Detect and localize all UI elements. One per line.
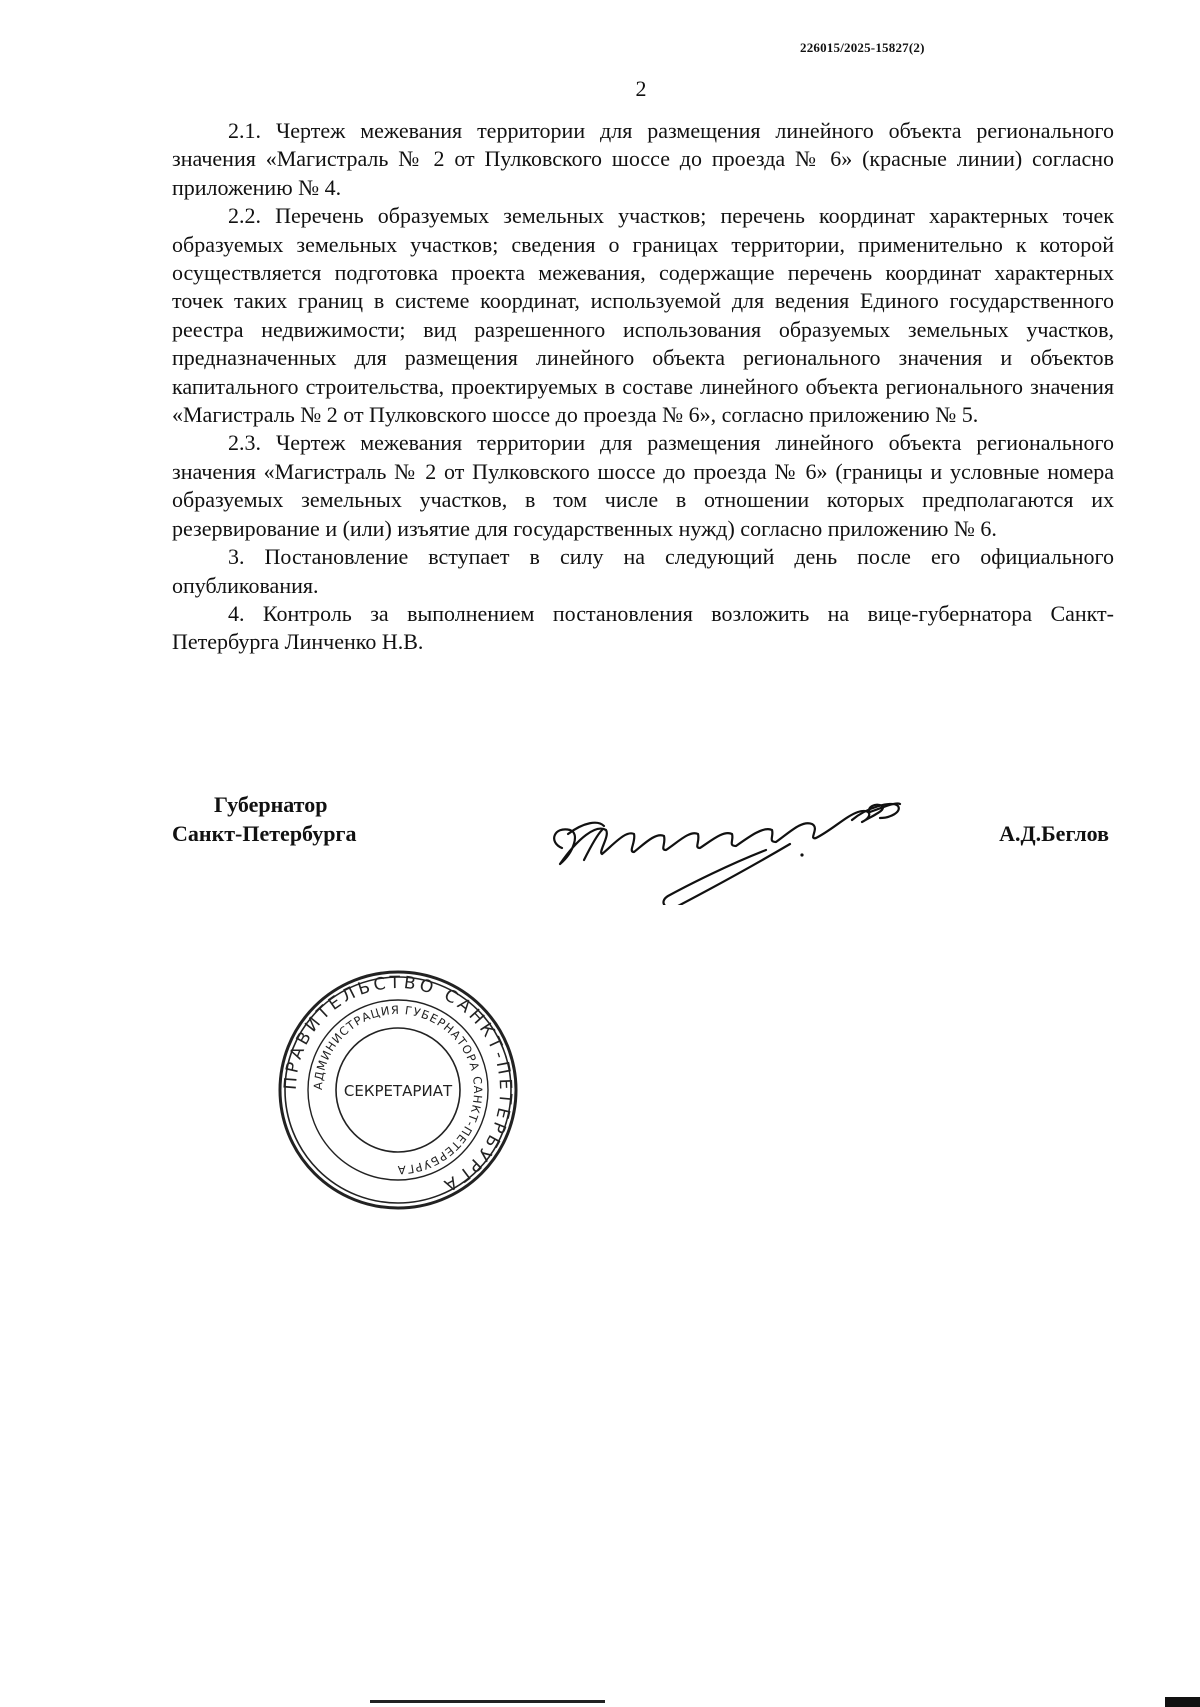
seal-inner-text: АДМИНИСТРАЦИЯ ГУБЕРНАТОРА САНКТ-ПЕТЕРБУРГА: [310, 1002, 486, 1178]
handwritten-signature: [540, 760, 940, 905]
paragraph-4: 4. Контроль за выполнением постановления возложить на вице-губернатора Санкт-Петербурга Линченко Н.В.: [172, 600, 1114, 655]
paragraph-2-3: 2.3. Чертеж межевания территории для размещения линейного объекта регионального значения «Магистраль № 2 от Пулковского шоссе до проезда № 6» (границы и условные номера образуемых земельных участков, в том числе в отношении которых предполагаются их резервирование и (или) изъятие для государственных нужд) согласно приложению № 6.: [172, 430, 1114, 541]
signatory-name: А.Д.Беглов: [999, 821, 1109, 846]
official-seal: [273, 965, 523, 1215]
corner-mark: [1165, 1697, 1200, 1707]
paragraph-3: 3. Постановление вступает в силу на следующий день после его официального опубликования.: [172, 544, 1114, 598]
signatory-title-line1: Губернатор: [214, 792, 328, 817]
seal-center-text: СЕКРЕТАРИАТ: [343, 1082, 453, 1100]
document-body: [172, 117, 1114, 657]
footer-rule: [370, 1700, 605, 1703]
page-number: 2: [635, 76, 647, 101]
document-number: 226015/2025-15827(2): [800, 40, 925, 55]
paragraph-2-1: 2.1. Чертеж межевания территории для размещения линейного объекта регионального значения «Магистраль № 2 от Пулковского шоссе до проезда № 6» (красные линии) согласно приложению № 4.: [172, 118, 1114, 200]
seal-outer-text: ПРАВИТЕЛЬСТВО САНКТ-ПЕТЕРБУРГА: [280, 972, 516, 1197]
signatory-title: [172, 790, 356, 848]
paragraph-2-2: 2.2. Перечень образуемых земельных участков; перечень координат характерных точек образуемых земельных участков; сведения о границах территории, применительно к которой осуществляется подготовка проекта межевания, содержащие перечень координат характерных точек таких границ в системе координат, используемой для ведения Единого государственного реестра недвижимости; вид разрешенного использования образуемых земельных участков, предназначенных для размещения линейного объекта регионального значения и объектов капитального строительства, проектируемых в составе линейного объекта регионального значения «Магистраль № 2 от Пулковского шоссе до проезда № 6», согласно приложению № 5.: [172, 203, 1114, 428]
signatory-title-line2: Санкт-Петербурга: [172, 821, 357, 846]
